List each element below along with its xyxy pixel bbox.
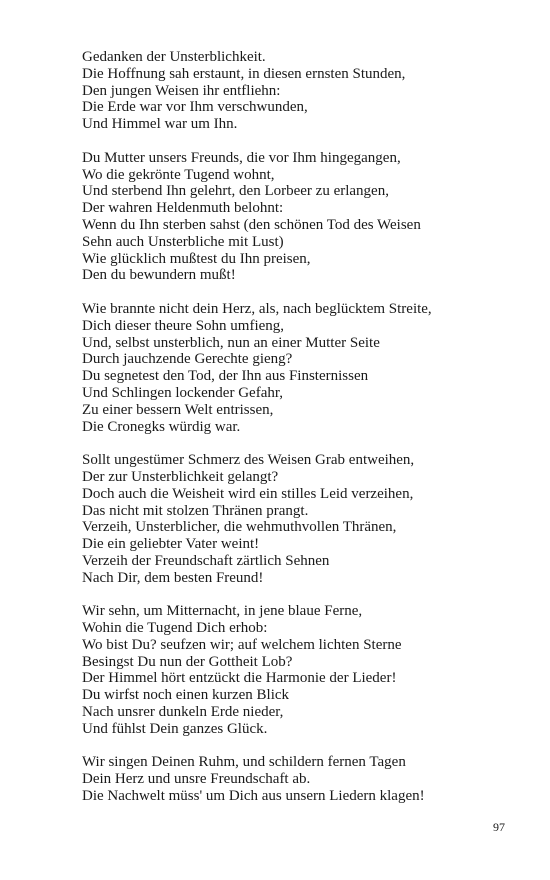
poem-line: Verzeih der Freundschaft zärtlich Sehnen bbox=[82, 552, 330, 569]
poem-line: Doch auch die Weisheit wird ein stilles Leid verzeihen, bbox=[82, 485, 414, 502]
poem-line: Der Himmel hört entzückt die Harmonie der Lieder! bbox=[82, 670, 397, 687]
poem-line: Und fühlst Dein ganzes Glück. bbox=[82, 720, 268, 737]
stanza bbox=[82, 754, 522, 804]
poem-line: Du segnetest den Tod, der Ihn aus Finsternissen bbox=[82, 368, 369, 385]
stanza bbox=[82, 603, 522, 737]
poem-line: Nach Dir, dem besten Freund! bbox=[82, 569, 264, 586]
poem-line: Und Schlingen lockender Gefahr, bbox=[82, 384, 283, 401]
stanza bbox=[82, 49, 522, 133]
stanza bbox=[82, 452, 522, 586]
poem-line: Nach unsrer dunkeln Erde nieder, bbox=[82, 704, 284, 721]
poem-line: Die ein geliebter Vater weint! bbox=[82, 536, 260, 553]
poem-line: Wohin die Tugend Dich erhob: bbox=[82, 620, 268, 637]
poem-line: Den jungen Weisen ihr entfliehn: bbox=[82, 82, 281, 99]
poem-line: Du Mutter unsers Freunds, die vor Ihm hingegangen, bbox=[82, 149, 401, 166]
poem-line: Und, selbst unsterblich, nun an einer Mutter Seite bbox=[82, 334, 380, 351]
poem-line: Durch jauchzende Gerechte gieng? bbox=[82, 351, 293, 368]
stanza bbox=[82, 301, 522, 435]
page-number: 97 bbox=[493, 820, 505, 834]
poem-line: Dein Herz und unsre Freundschaft ab. bbox=[82, 771, 311, 788]
poem-line: Du wirfst noch einen kurzen Blick bbox=[82, 687, 290, 704]
poem-line: Wir sehn, um Mitternacht, in jene blaue Ferne, bbox=[82, 603, 363, 620]
poem-line: Dich dieser theure Sohn umfieng, bbox=[82, 317, 285, 334]
poem-line: Und Himmel war um Ihn. bbox=[82, 116, 238, 133]
poem-line: Das nicht mit stolzen Thränen prangt. bbox=[82, 502, 309, 519]
poem-line: Die Erde war vor Ihm verschwunden, bbox=[82, 99, 308, 116]
poem-line: Wie brannte nicht dein Herz, als, nach beglücktem Streite, bbox=[82, 300, 432, 317]
poem-line: Besingst Du nun der Gottheit Lob? bbox=[82, 653, 293, 670]
poem-line: Wo bist Du? seufzen wir; auf welchem lichten Sterne bbox=[82, 636, 402, 653]
poem-line: Gedanken der Unsterblichkeit. bbox=[82, 49, 266, 65]
poem-text bbox=[82, 49, 522, 822]
poem-line: Die Nachwelt müss' um Dich aus unsern Liedern klagen! bbox=[82, 788, 425, 805]
poem-line: Die Hoffnung sah erstaunt, in diesen ernsten Stunden, bbox=[82, 65, 406, 82]
poem-line: Der wahren Heldenmuth belohnt: bbox=[82, 200, 284, 217]
poem-line: Wir singen Deinen Ruhm, und schildern fernen Tagen bbox=[82, 754, 406, 771]
poem-line: Wenn du Ihn sterben sahst (den schönen Tod des Weisen bbox=[82, 216, 421, 233]
poem-line: Der zur Unsterblichkeit gelangt? bbox=[82, 468, 279, 485]
poem-line: Und sterbend Ihn gelehrt, den Lorbeer zu erlangen, bbox=[82, 183, 389, 200]
stanza bbox=[82, 150, 522, 284]
poem-line: Sehn auch Unsterbliche mit Lust) bbox=[82, 233, 284, 250]
poem-line: Die Cronegks würdig war. bbox=[82, 418, 241, 435]
poem-line: Zu einer bessern Welt entrissen, bbox=[82, 401, 274, 418]
poem-line: Verzeih, Unsterblicher, die wehmuthvollen Thränen, bbox=[82, 519, 397, 536]
poem-line: Wie glücklich mußtest du Ihn preisen, bbox=[82, 250, 311, 267]
poem-line: Sollt ungestümer Schmerz des Weisen Grab entweihen, bbox=[82, 452, 415, 469]
poem-line: Den du bewundern mußt! bbox=[82, 267, 236, 284]
poem-line: Wo die gekrönte Tugend wohnt, bbox=[82, 166, 275, 183]
